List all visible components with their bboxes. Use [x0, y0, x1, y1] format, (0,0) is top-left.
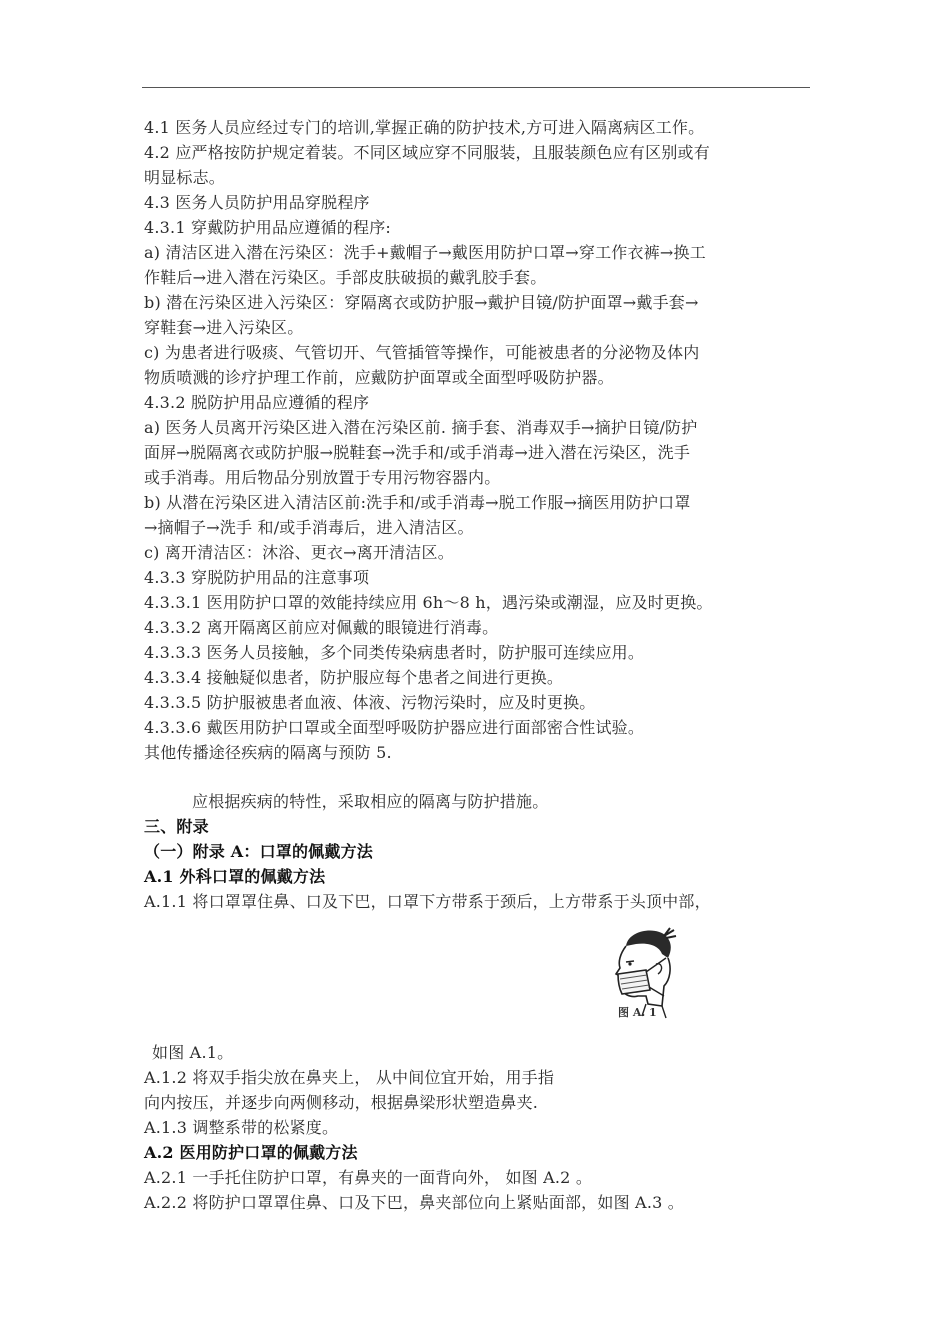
subsection-heading-appendix-a: （一）附录 A：口罩的佩戴方法 [144, 842, 373, 861]
text-line-a1-1: A.1.1 将口罩罩住鼻、口及下巴，口罩下方带系于颈后，上方带系于头顶中部， [144, 892, 711, 911]
text-line-4-1: 4.1 医务人员应经过专门的培训,掌握正确的防护技术,方可进入隔离病区工作。 [144, 118, 705, 137]
text-line: 物质喷溅的诊疗护理工作前，应戴防护面罩或全面型呼吸防护器。 [144, 368, 614, 387]
text-line: b) 从潜在污染区进入清洁区前:洗手和/或手消毒→脱工作服→摘医用防护口罩 [144, 493, 691, 512]
section-heading-appendix: 三、附录 [144, 817, 209, 836]
text-line-4-3: 4.3 医务人员防护用品穿脱程序 [144, 193, 370, 212]
text-line: a) 医务人员离开污染区进入潜在污染区前. 摘手套、消毒双手→摘护日镜/防护 [144, 418, 698, 437]
figure-caption: 图 A. 1 [618, 1006, 657, 1019]
text-line-4-3-3: 4.3.3 穿脱防护用品的注意事项 [144, 568, 370, 587]
text-line: a) 清洁区进入潜在污染区：洗手+戴帽子→戴医用防护口罩→穿工作衣裤→换工 [144, 243, 706, 262]
text-line-4-3-3-4: 4.3.3.4 接触疑似患者，防护服应每个患者之间进行更换。 [144, 668, 564, 687]
text-line: c) 离开清洁区：沐浴、更衣→离开清洁区。 [144, 543, 454, 562]
text-line-4-3-3-2: 4.3.3.2 离开隔离区前应对佩戴的眼镜进行消毒。 [144, 618, 499, 637]
text-line-a2-1: A.2.1 一手托住防护口罩，有鼻夹的一面背向外， 如图 A.2 。 [144, 1168, 593, 1187]
header-rule [142, 87, 810, 88]
text-line-4-3-1: 4.3.1 穿戴防护用品应遵循的程序: [144, 218, 391, 237]
text-line-a1-3: A.1.3 调整系带的松紧度。 [144, 1118, 339, 1137]
text-line: 穿鞋套→进入污染区。 [144, 318, 304, 337]
text-line: b) 潜在污染区进入污染区：穿隔离衣或防护服→戴护目镜/防护面罩→戴手套→ [144, 293, 699, 312]
text-line: 面屏→脱隔离衣或防护服→脱鞋套→洗手和/或手消毒→进入潜在污染区，洗手 [144, 443, 691, 462]
text-line-a1-2: A.1.2 将双手指尖放在鼻夹上， 从中间位宜开始，用手指 [144, 1068, 555, 1087]
text-line-a2-2: A.2.2 将防护口罩罩住鼻、口及下巴，鼻夹部位向上紧贴面部，如图 A.3 。 [144, 1193, 684, 1212]
text-line-4-3-3-5: 4.3.3.5 防护服被患者血液、体液、污物污染时，应及时更换。 [144, 693, 596, 712]
text-line-indented: 应根据疾病的特性，采取相应的隔离与防护措施。 [192, 792, 549, 811]
text-line-4-3-3-6: 4.3.3.6 戴医用防护口罩或全面型呼吸防护器应进行面部密合性试验。 [144, 718, 645, 737]
heading-a2: A.2 医用防护口罩的佩戴方法 [144, 1143, 358, 1162]
text-line-4-3-2: 4.3.2 脱防护用品应遵循的程序 [144, 393, 370, 412]
text-line: →摘帽子→洗手 和/或手消毒后，进入清洁区。 [144, 518, 474, 537]
text-line: 明显标志。 [144, 168, 226, 187]
text-line-4-3-3-1: 4.3.3.1 医用防护口罩的效能持续应用 6h～8 h，遇污染或潮湿，应及时更换。 [144, 593, 713, 612]
text-line: 向内按压，并逐步向两侧移动，根据鼻梁形状塑造鼻夹. [144, 1093, 539, 1112]
text-line: c) 为患者进行吸痰、气管切开、气管插管等操作，可能被患者的分泌物及体内 [144, 343, 700, 362]
text-line: 或手消毒。用后物品分别放置于专用污物容器内。 [144, 468, 501, 487]
text-line: 其他传播途径疾病的隔离与预防 5. [144, 743, 392, 762]
text-line: 作鞋后→进入潜在污染区。手部皮肤破损的戴乳胶手套。 [144, 268, 547, 287]
text-line: 如图 A.1。 [152, 1043, 234, 1062]
text-line-4-2: 4.2 应严格按防护规定着装。不同区域应穿不同服装，且服装颜色应有区别或有 [144, 143, 710, 162]
heading-a1: A.1 外科口罩的佩戴方法 [144, 867, 326, 886]
text-line-4-3-3-3: 4.3.3.3 医务人员接触，多个同类传染病患者时，防护服可连续应用。 [144, 643, 645, 662]
